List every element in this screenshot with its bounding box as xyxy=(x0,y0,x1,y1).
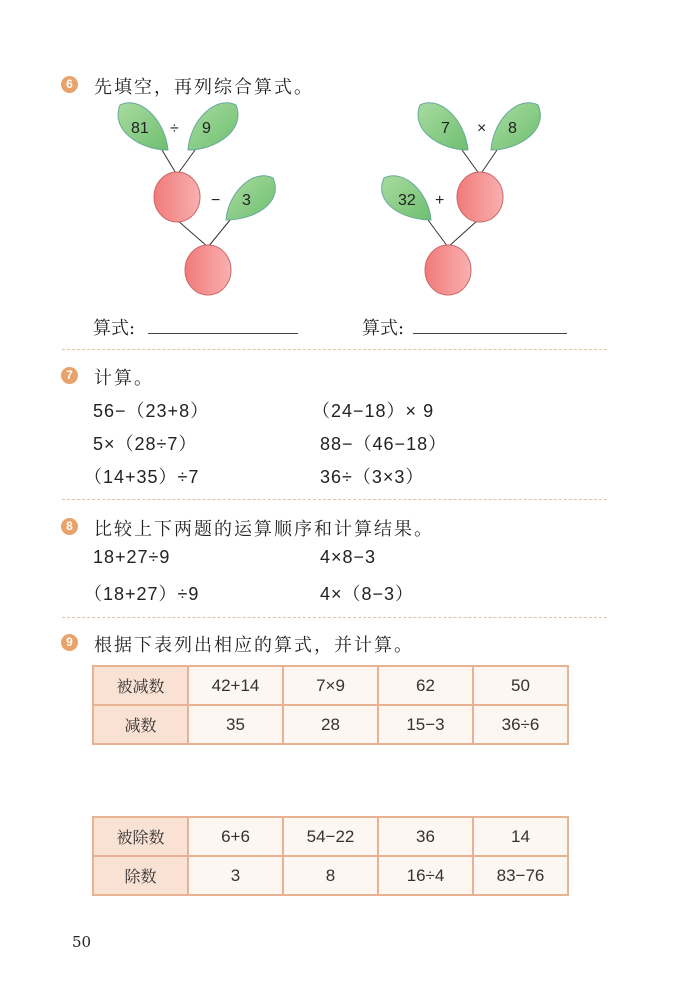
expression: 5×（28÷7） xyxy=(93,434,198,454)
section-divider xyxy=(62,499,607,500)
table-cell: 8 xyxy=(283,856,378,895)
right-tree xyxy=(382,103,541,295)
table-cell: 42+14 xyxy=(188,666,283,705)
table-cell: 7×9 xyxy=(283,666,378,705)
table-cell: 83−76 xyxy=(473,856,568,895)
table-header-cell: 减数 xyxy=(93,705,188,744)
leaf-icon xyxy=(188,103,238,150)
expression: 18+27÷9 xyxy=(93,547,171,567)
left-tree xyxy=(118,103,275,295)
table-cell: 50 xyxy=(473,666,568,705)
apple-tree-diagrams xyxy=(0,95,699,305)
table-cell: 62 xyxy=(378,666,473,705)
expression: 88−（46−18） xyxy=(320,434,448,454)
expression: 36÷（3×3） xyxy=(320,467,425,487)
apple-icon xyxy=(425,245,471,295)
leaf-value: 3 xyxy=(242,192,251,209)
subtraction-table xyxy=(92,665,569,745)
table-header-cell: 被除数 xyxy=(93,817,188,856)
page-number: 50 xyxy=(72,933,92,951)
table-row xyxy=(93,817,568,856)
operator: ÷ xyxy=(170,120,179,137)
section-divider xyxy=(62,617,607,618)
question-9-title: 根据下表列出相应的算式，并计算。 xyxy=(94,635,414,656)
section-divider xyxy=(62,349,607,350)
division-table xyxy=(92,816,569,896)
question-number-7: 7 xyxy=(61,367,78,384)
apple-icon xyxy=(154,172,200,222)
table-row xyxy=(93,856,568,895)
table-header-cell: 被减数 xyxy=(93,666,188,705)
operator: × xyxy=(477,120,487,137)
question-7-title: 计算。 xyxy=(94,368,154,389)
operator: + xyxy=(435,192,445,209)
table-header-cell: 除数 xyxy=(93,856,188,895)
expression: （14+35）÷7 xyxy=(84,467,200,487)
formula-label-right: 算式: xyxy=(362,318,405,339)
apple-icon xyxy=(185,245,231,295)
question-number-8: 8 xyxy=(61,518,78,535)
table-cell: 3 xyxy=(188,856,283,895)
table-cell: 35 xyxy=(188,705,283,744)
formula-answer-blank-left[interactable] xyxy=(148,332,298,334)
table-cell: 15−3 xyxy=(378,705,473,744)
operator: − xyxy=(211,192,221,209)
table-row xyxy=(93,666,568,705)
table-cell: 54−22 xyxy=(283,817,378,856)
table-cell: 36 xyxy=(378,817,473,856)
question-6-title: 先填空，再列综合算式。 xyxy=(94,77,314,98)
apple-icon xyxy=(457,172,503,222)
leaf-value: 8 xyxy=(508,120,517,137)
question-number-9: 9 xyxy=(61,634,78,651)
expression: 56−（23+8） xyxy=(93,401,210,421)
question-8-title: 比较上下两题的运算顺序和计算结果。 xyxy=(94,519,434,540)
formula-answer-blank-right[interactable] xyxy=(413,332,567,334)
expression: 4×8−3 xyxy=(320,547,377,567)
table-cell: 6+6 xyxy=(188,817,283,856)
expression: （24−18）× 9 xyxy=(312,401,435,421)
leaf-value: 32 xyxy=(398,192,416,209)
expression: 4×（8−3） xyxy=(320,584,415,604)
question-number-6: 6 xyxy=(61,76,78,93)
table-cell: 14 xyxy=(473,817,568,856)
expression: （18+27）÷9 xyxy=(84,584,200,604)
leaf-value: 81 xyxy=(131,120,149,137)
table-cell: 36÷6 xyxy=(473,705,568,744)
table-row xyxy=(93,705,568,744)
formula-label-left: 算式: xyxy=(93,318,136,339)
table-cell: 16÷4 xyxy=(378,856,473,895)
leaf-value: 9 xyxy=(202,120,211,137)
table-cell: 28 xyxy=(283,705,378,744)
leaf-value: 7 xyxy=(441,120,450,137)
